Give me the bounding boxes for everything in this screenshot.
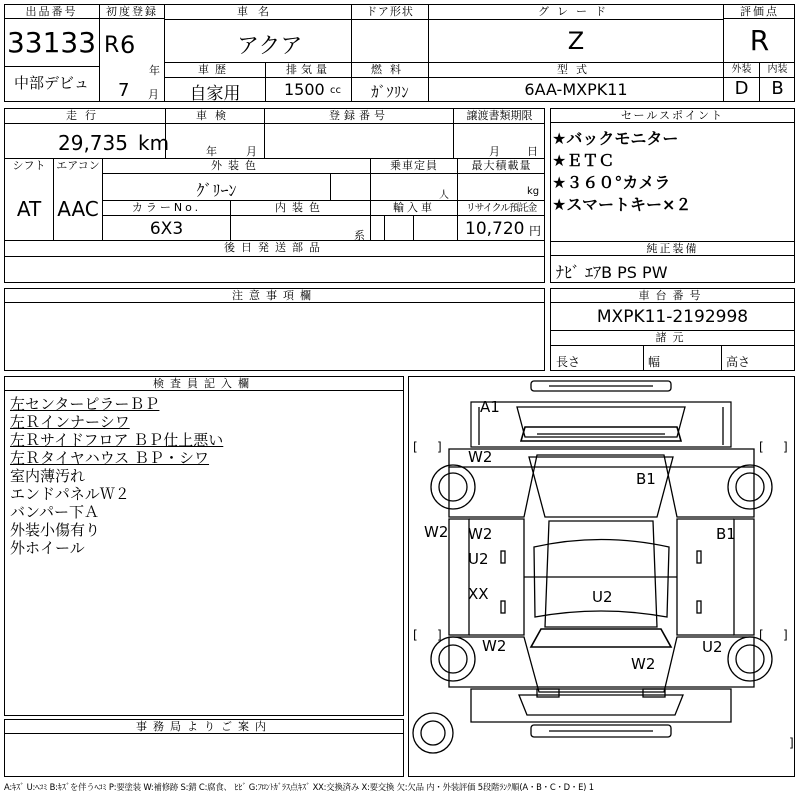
mark-xx-left-rear: XX	[468, 585, 489, 603]
notes-label: 注意事項欄	[4, 289, 545, 303]
inspector-note: 外ホイール	[10, 539, 85, 557]
displacement-unit: cc	[330, 85, 341, 96]
ac: AAC	[57, 197, 99, 221]
inspector-note: エンドパネルＷ２	[10, 485, 130, 503]
lot-number: 33133	[6, 26, 97, 59]
svg-text:]: ]	[783, 440, 788, 454]
mark-w2-left-fender: W2	[424, 523, 449, 541]
mileage: 29,735	[58, 131, 128, 155]
shift-label: シフト	[12, 159, 46, 172]
mark-w2-left-door: W2	[468, 525, 493, 543]
month-unit: 月	[148, 88, 159, 101]
mark-u2-left-door: U2	[468, 550, 489, 568]
shift: AT	[16, 197, 42, 221]
sales-point-item: ★バックモニター	[552, 129, 679, 148]
inspector-note: 室内薄汚れ	[10, 467, 86, 485]
load-label: 最大積載量	[471, 159, 532, 172]
svg-text:[: [	[759, 440, 764, 454]
inspector-label: 検査員記入欄	[4, 377, 404, 391]
office-label: 事務局よりご案内	[4, 720, 404, 734]
displacement: 1500	[284, 80, 325, 99]
chassis-label: 車台番号	[550, 289, 795, 303]
exterior-color: ｸﾞﾘｰﾝ	[196, 181, 237, 200]
month: 7	[118, 80, 130, 101]
mileage-unit: km	[138, 131, 170, 155]
equipment-label: 純正装備	[550, 242, 795, 256]
recycle-fee: 10,720	[465, 219, 525, 239]
mark-b1-right-door: B1	[716, 525, 736, 543]
era: R	[104, 33, 120, 58]
length-label: 長さ	[556, 355, 581, 369]
svg-text:[: [	[413, 440, 418, 454]
width-label: 幅	[648, 355, 661, 369]
interior-color-label: 内装色	[275, 201, 326, 214]
mark-w2-rear-left: W2	[482, 637, 507, 655]
car-name: アクア	[237, 34, 303, 59]
lot-label: 出品番号	[4, 5, 99, 19]
grade-label: グレード	[538, 5, 614, 18]
sales-point-item: ★スマートキー×２	[552, 195, 692, 214]
car-name-label: 車名	[237, 5, 279, 18]
transfer-day: 日	[527, 145, 538, 158]
later-parts-label: 後日発送部品	[224, 241, 326, 254]
svg-text:[: [	[759, 628, 764, 642]
inspection-year-unit: 年	[206, 145, 217, 158]
mark-b1-hood: B1	[636, 470, 656, 488]
exterior-color-label: 外装色	[211, 159, 262, 172]
load-unit: kg	[527, 186, 540, 197]
mileage-label: 走行	[66, 109, 104, 122]
model-label: 型式	[557, 63, 595, 76]
score-label: 評価点	[724, 5, 795, 19]
interior-grade: B	[771, 78, 784, 99]
year-unit: 年	[149, 64, 160, 77]
history-label: 車歴	[198, 63, 232, 76]
plate-label: 登録番号	[329, 109, 389, 122]
inspector-note: バンパー下Ａ	[10, 503, 99, 521]
inspector-note: 左センターピラーＢＰ	[10, 395, 160, 413]
transfer-label: 譲渡書類期限	[466, 109, 533, 122]
fuel: ｶﾞｿﾘﾝ	[371, 83, 409, 101]
svg-text:]: ]	[437, 440, 442, 454]
svg-text:]: ]	[437, 628, 442, 642]
chassis-number: MXPK11-2192998	[596, 307, 749, 327]
color-no-label: カラーNo.	[131, 201, 202, 214]
sales-point-item: ★３６０°カメラ	[552, 173, 671, 192]
ac-label: エアコン	[56, 159, 100, 172]
car-damage-diagram	[409, 377, 794, 776]
model: 6AA-MXPK11	[524, 80, 628, 99]
equipment-value: ﾅﾋﾞ ｴｱB PS PW	[556, 263, 668, 282]
score: R	[749, 24, 770, 57]
mark-u2-rear-right: U2	[702, 638, 723, 656]
svg-text:[: [	[413, 628, 418, 642]
legend: A:ｷｽﾞ U:ﾍｺﾐ B:ｷｽﾞを伴うﾍｺﾐ P:要塗装 W:補修跡 S:錆 C:腐食、 ﾋﾋﾞ G:ﾌﾛﾝﾄｶﾞﾗｽ点ｷｽﾞ XX:交換済み X:要交換 欠:欠品 内・外装評価 5段階ﾗﾝｸ順(A・B・C・D・E) 1	[4, 782, 594, 792]
inspector-note: 左Ｒサイドフロア ＢＰ仕上悪い	[10, 431, 224, 449]
era-year: 6	[120, 31, 136, 59]
mark-w2-trunk: W2	[631, 655, 656, 673]
inspector-note: 左Ｒインナーシワ	[10, 413, 130, 431]
exterior-grade: D	[734, 78, 749, 99]
grade: Z	[567, 27, 585, 55]
history: 自家用	[189, 84, 241, 104]
exterior-label: 外装	[731, 64, 752, 75]
height-label: 高さ	[726, 355, 751, 369]
mark-u2-roof: U2	[592, 588, 613, 606]
mark-a1: A1	[480, 398, 500, 416]
inspection-month-unit: 月	[246, 145, 257, 158]
sales-point-item: ★ＥＴＣ	[552, 151, 615, 170]
fuel-label: 燃料	[371, 63, 409, 76]
inspection-label: 車検	[196, 109, 234, 122]
inspector-note: 左Ｒタイヤハウス ＢＰ・シワ	[10, 449, 210, 467]
recycle-unit: 円	[529, 224, 542, 238]
sales-points-list	[552, 128, 691, 216]
first-reg-label: 初度登録	[100, 5, 164, 19]
venue: 中部デビュ	[13, 74, 89, 92]
inspector-notes	[10, 395, 223, 557]
displacement-label: 排気量	[286, 63, 331, 76]
dims-label: 諸元	[655, 331, 690, 344]
interior-color-unit: 系	[354, 229, 365, 242]
svg-text:]: ]	[783, 628, 788, 642]
color-no: 6X3	[149, 219, 184, 239]
capacity-label: 乗車定員	[390, 159, 438, 172]
inspector-note: 外装小傷有り	[10, 521, 101, 539]
svg-text:]: ]	[789, 736, 794, 750]
capacity-unit: 人	[439, 190, 449, 201]
mark-w2-front-left: W2	[468, 448, 493, 466]
sales-points-label: セールスポイント	[550, 109, 795, 123]
transfer-month: 月	[489, 145, 500, 158]
interior-label: 内装	[767, 64, 788, 75]
door-label: ドア形状	[366, 5, 414, 18]
import-label: 輸入車	[393, 201, 435, 214]
recycle-label: リサイクル預託金	[465, 203, 537, 214]
